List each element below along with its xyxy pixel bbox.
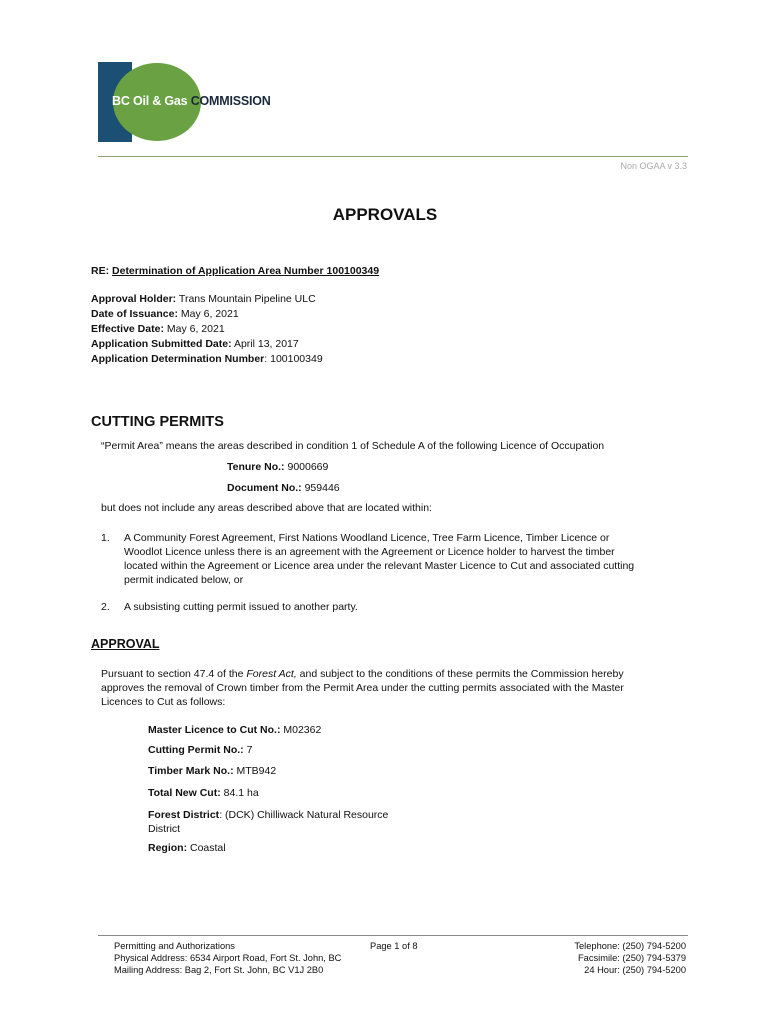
- approval-heading: APPROVAL: [91, 637, 160, 651]
- exclusion-text: but does not include any areas described above that are located within:: [101, 502, 432, 514]
- field-region: Region: Coastal: [148, 842, 226, 854]
- footer-rule: [98, 935, 688, 936]
- detail-approval-holder: Approval Holder: Trans Mountain Pipeline ULC: [91, 293, 316, 305]
- field-cutting-permit: Cutting Permit No.: 7: [148, 744, 253, 756]
- tenure-number: Tenure No.: 9000669: [227, 461, 329, 473]
- detail-application-submitted: Application Submitted Date: April 13, 2017: [91, 338, 299, 350]
- logo: BC Oil & Gas COMMISSION: [112, 94, 271, 108]
- detail-date-of-issuance: Date of Issuance: May 6, 2021: [91, 308, 239, 320]
- list-item-number: 2.: [101, 601, 110, 613]
- field-forest-district: Forest District: (DCK) Chilliwack Natural Resource District: [148, 809, 389, 835]
- approval-paragraph: Pursuant to section 47.4 of the Forest Act, and subject to the conditions of these permits the Commission hereby approves the removal of Crown timber from the Permit Area under the cutting permits associated with the Master Licences to Cut as follows:: [101, 668, 624, 708]
- footer-address: Permitting and Authorizations Physical Address: 6534 Airport Road, Fort St. John, BC Mailing Address: Bag 2, Fort St. John, BC V1J 2B0: [114, 941, 342, 975]
- field-total-new-cut: Total New Cut: 84.1 ha: [148, 787, 259, 799]
- detail-effective-date: Effective Date: May 6, 2021: [91, 323, 225, 335]
- cutting-permits-heading: CUTTING PERMITS: [91, 414, 224, 430]
- list-item: A subsisting cutting permit issued to another party.: [124, 601, 358, 613]
- list-item-number: 1.: [101, 532, 110, 544]
- version-label: Non OGAA v 3.3: [620, 161, 687, 171]
- page-number: Page 1 of 8: [370, 941, 418, 951]
- header-rule: [98, 156, 688, 157]
- page-title: APPROVALS: [332, 205, 438, 224]
- permit-area-intro: “Permit Area” means the areas described in condition 1 of Schedule A of the following Licence of Occupation: [101, 440, 605, 452]
- field-master-licence: Master Licence to Cut No.: M02362: [148, 724, 322, 736]
- list-item: A Community Forest Agreement, First Nations Woodland Licence, Tree Farm Licence, Timber Licence or Woodlot Licence unless there is an agreement with the Agreement or Licence holder to harvest the timber located within the Agreement or Licence area under the relevant Master Licence to Cut and associated cutting permit indicated below, or: [124, 532, 635, 586]
- field-timber-mark: Timber Mark No.: MTB942: [148, 765, 277, 777]
- footer-contacts: Telephone: (250) 794-5200 Facsimile: (250) 794-5379 24 Hour: (250) 794-5200: [574, 941, 686, 975]
- detail-determination-number: Application Determination Number: 100100349: [91, 353, 323, 365]
- re-line: RE: Determination of Application Area Number 100100349: [91, 265, 380, 277]
- document-number: Document No.: 959446: [227, 482, 340, 494]
